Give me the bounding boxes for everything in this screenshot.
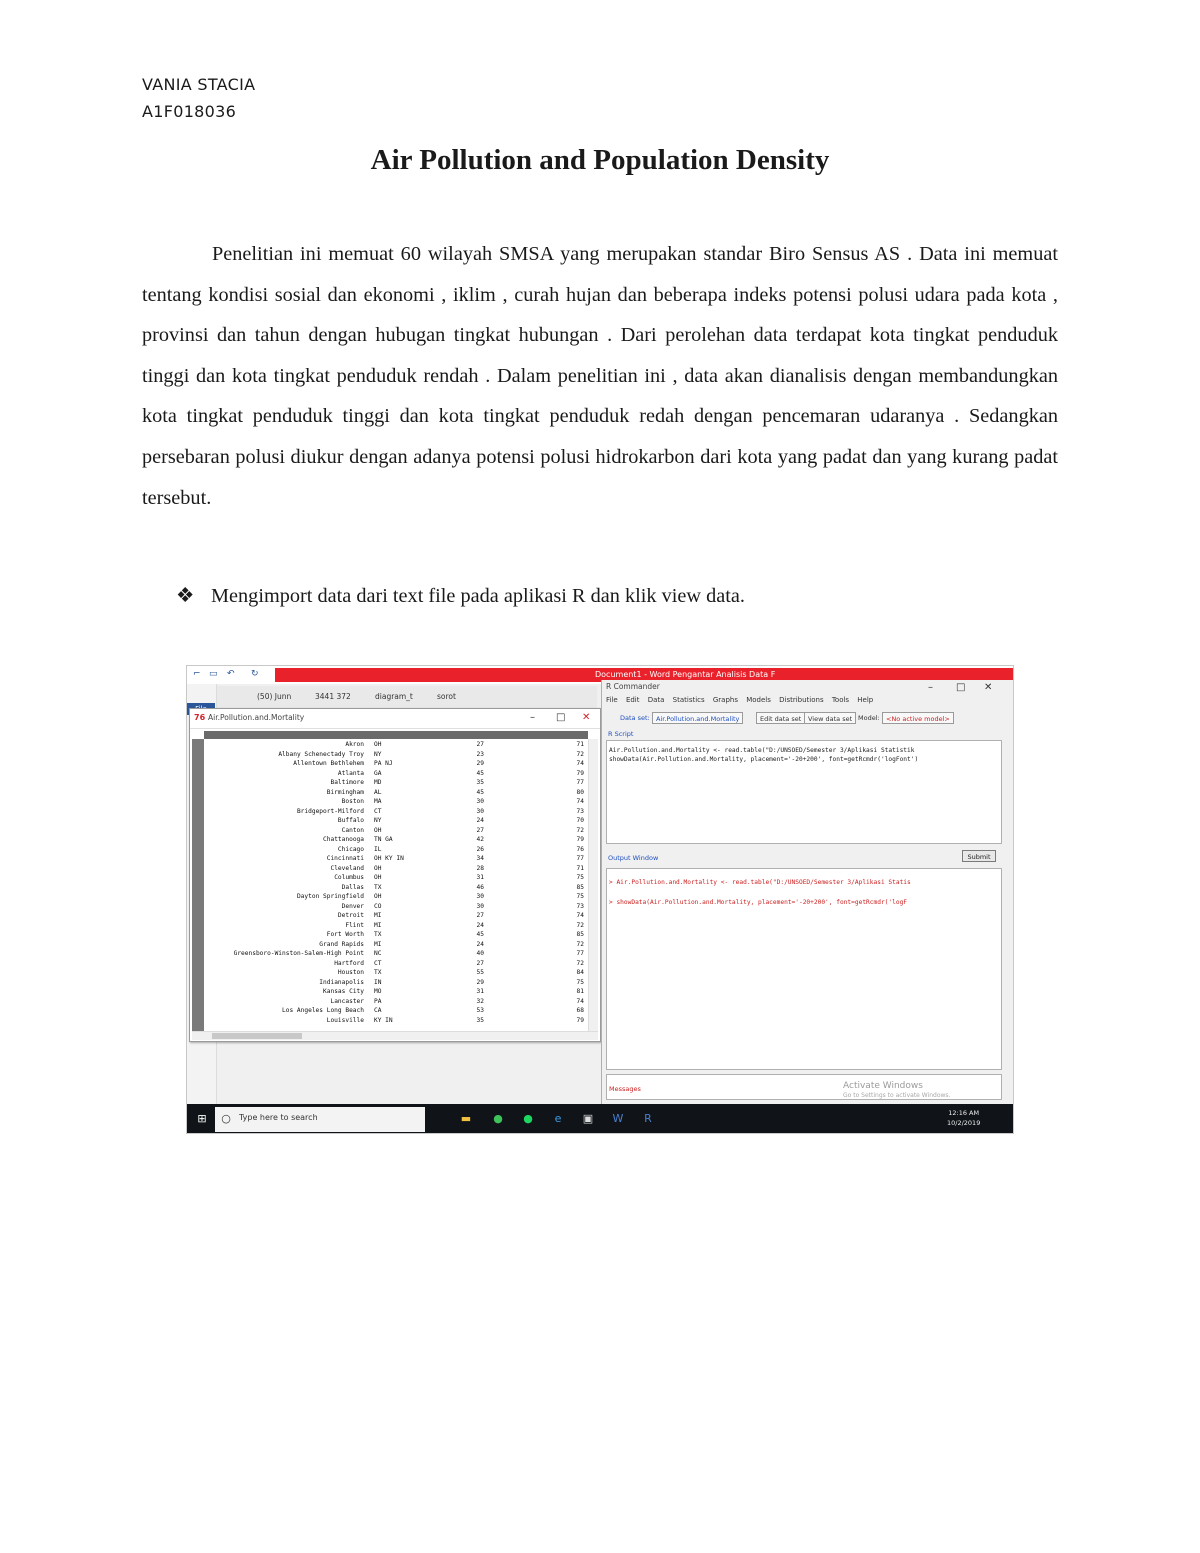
table-row [204, 1007, 588, 1014]
model-button[interactable]: <No active model> [882, 712, 954, 724]
model-label: Model: [858, 714, 880, 722]
r-screenshot [186, 665, 1014, 1134]
rcmdr-title: R Commander [606, 682, 660, 691]
table-cell: IN [374, 978, 382, 986]
table-cell: 30 [476, 902, 484, 910]
word-window-title: Document1 - Word Pengantar Analisis Data F [595, 670, 776, 679]
word-file-icon: ▭ [209, 669, 218, 679]
table-cell: 35 [476, 1016, 484, 1024]
table-cell: 72 [576, 750, 584, 758]
student-id: A1F018036 [142, 102, 237, 121]
browser-tab[interactable]: 3441 372 [315, 692, 351, 701]
table-cell: 23 [476, 750, 484, 758]
table-cell: Boston [341, 798, 364, 805]
table-cell: Kansas City [323, 988, 364, 995]
table-cell: 74 [576, 997, 584, 1005]
table-cell: Cincinnati [326, 855, 364, 862]
maximize-icon[interactable]: □ [556, 712, 566, 723]
table-cell: MO [374, 988, 382, 995]
output-line: > Air.Pollution.and.Mortality <- read.table("D:/UNSOED/Semester 3/Aplikasi Statis [609, 879, 911, 886]
table-cell: OH KY IN [374, 855, 404, 862]
table-cell: 80 [576, 788, 584, 796]
table-row [204, 779, 588, 786]
vertical-scrollbar[interactable] [588, 739, 598, 1031]
table-cell: 27 [476, 912, 484, 919]
maximize-icon[interactable]: □ [956, 682, 966, 693]
table-cell: TX [374, 931, 382, 938]
rcmdr-toolbar [606, 710, 1006, 726]
table-row [204, 855, 588, 862]
script-line: Air.Pollution.and.Mortality <- read.table("D:/UNSOED/Semester 3/Aplikasi Statistik [609, 747, 915, 754]
table-row [204, 741, 588, 748]
table-row [204, 903, 588, 910]
table-cell: 77 [576, 950, 584, 957]
table-cell: 72 [576, 940, 584, 948]
windows-taskbar [187, 1104, 1014, 1134]
table-cell: 74 [576, 760, 584, 767]
minimize-icon[interactable]: – [928, 682, 933, 693]
table-cell: OH [374, 741, 382, 748]
grid-header [204, 731, 588, 739]
close-icon[interactable]: ✕ [984, 682, 993, 693]
table-cell: 77 [576, 855, 584, 862]
browser-tab[interactable]: sorot [437, 692, 456, 701]
table-cell: 72 [576, 826, 584, 834]
table-cell: Dayton Springfield [296, 893, 364, 900]
browser-tab[interactable]: (50) Junn [257, 692, 292, 701]
table-cell: Fort Worth [326, 931, 364, 938]
table-row [204, 751, 588, 758]
table-cell: CT [374, 807, 382, 815]
table-cell: 30 [476, 807, 484, 815]
table-cell: 24 [476, 940, 484, 948]
table-row [204, 998, 588, 1005]
table-row [204, 865, 588, 872]
view-dataset-button[interactable]: View data set [804, 712, 856, 724]
table-cell: 79 [576, 769, 584, 777]
table-cell: 55 [476, 969, 484, 976]
table-cell: 81 [576, 988, 584, 995]
table-cell: IL [374, 845, 382, 853]
table-cell: Dallas [341, 883, 364, 891]
scroll-thumb[interactable] [212, 1033, 302, 1039]
table-cell: Grand Rapids [319, 940, 364, 948]
table-cell: TX [374, 883, 382, 891]
clock-time: 12:16 AM [948, 1109, 980, 1117]
spotify-icon[interactable]: ● [523, 1112, 533, 1125]
table-cell: 27 [476, 826, 484, 834]
grid-row-numbers [192, 739, 204, 1031]
table-row [204, 912, 588, 919]
table-cell: Birmingham [326, 788, 364, 796]
table-row [204, 846, 588, 853]
table-cell: 77 [576, 779, 584, 786]
table-cell: 85 [576, 883, 584, 891]
table-row [204, 931, 588, 938]
start-icon[interactable]: ⊞ [197, 1112, 207, 1125]
table-cell: Atlanta [337, 769, 364, 777]
table-cell: 45 [476, 769, 484, 777]
table-cell: 85 [576, 931, 584, 938]
table-cell: NY [374, 750, 382, 758]
table-cell: NY [374, 817, 382, 824]
taskbar-search[interactable] [215, 1107, 425, 1132]
table-row [204, 817, 588, 824]
taskbar-clock[interactable] [947, 1108, 980, 1128]
table-cell: Columbus [334, 874, 364, 881]
table-cell: Albany Schenectady Troy [278, 750, 364, 758]
table-cell: CA [374, 1007, 382, 1014]
activate-watermark-sub: Go to Settings to activate Windows. [843, 1092, 951, 1099]
table-cell: 71 [576, 741, 584, 748]
table-cell: Allentown Bethlehem [293, 760, 364, 767]
table-cell: 68 [576, 1007, 584, 1014]
table-cell: 27 [476, 741, 484, 748]
table-cell: MI [374, 921, 382, 929]
browser-tab[interactable]: diagram_t [375, 692, 413, 701]
table-cell: 31 [476, 874, 484, 881]
close-icon[interactable]: ✕ [582, 712, 591, 723]
table-cell: TX [374, 969, 382, 976]
table-cell: Denver [341, 902, 364, 910]
viewer-title-bar [190, 709, 600, 729]
table-row [204, 798, 588, 805]
table-cell: 45 [476, 788, 484, 796]
table-cell: Houston [337, 969, 364, 976]
dataset-button[interactable]: Air.Pollution.and.Mortality [652, 712, 743, 724]
table-cell: 29 [476, 978, 484, 986]
table-cell: NC [374, 950, 382, 957]
table-cell: Hartford [334, 959, 364, 967]
table-cell: 40 [476, 950, 484, 957]
table-cell: MI [374, 940, 382, 948]
browser-tab-strip [217, 686, 597, 708]
table-row [204, 941, 588, 948]
messages-window [606, 1074, 1002, 1100]
table-cell: Baltimore [330, 779, 364, 786]
submit-button[interactable]: Submit [962, 850, 996, 862]
table-cell: Detroit [337, 912, 364, 919]
output-label: Output Window [608, 854, 659, 862]
table-cell: 74 [576, 798, 584, 805]
table-row [204, 770, 588, 777]
output-window [606, 868, 1002, 1070]
table-cell: Louisville [326, 1016, 364, 1024]
search-placeholder: Type here to search [239, 1113, 318, 1122]
table-cell: Lancaster [330, 997, 364, 1005]
table-row [204, 950, 588, 957]
table-cell: OH [374, 826, 382, 834]
table-cell: Indianapolis [319, 978, 364, 986]
store-icon[interactable]: ▣ [582, 1112, 594, 1125]
data-grid [204, 739, 588, 1031]
word-undo-icon: ↶ [227, 669, 235, 679]
table-cell: Bridgeport-Milford [296, 807, 364, 815]
table-cell: CT [374, 959, 382, 967]
table-cell: 70 [576, 817, 584, 824]
table-cell: Cleveland [330, 864, 364, 872]
table-cell: 24 [476, 921, 484, 929]
table-row [204, 874, 588, 881]
author-name: VANIA STACIA [142, 75, 256, 94]
table-cell: 28 [476, 864, 484, 872]
table-cell: CO [374, 902, 382, 910]
file-explorer-icon[interactable]: ▬ [460, 1112, 472, 1125]
table-cell: 27 [476, 959, 484, 967]
table-row [204, 1017, 588, 1024]
r-icon[interactable]: R [644, 1112, 652, 1125]
word-redo-icon: ↻ [251, 669, 259, 679]
table-cell: Chattanooga [323, 836, 364, 843]
table-cell: OH [374, 864, 382, 872]
table-cell: 72 [576, 959, 584, 967]
viewer-title: Air.Pollution.and.Mortality [208, 713, 305, 722]
word-icon[interactable]: W [612, 1112, 624, 1125]
table-row [204, 760, 588, 767]
table-cell: AL [374, 788, 382, 796]
word-save-icon: ⌐ [193, 669, 201, 679]
table-cell: 46 [476, 883, 484, 891]
table-cell: Akron [345, 741, 364, 748]
line-icon[interactable]: ● [493, 1112, 503, 1125]
r-commander-window [601, 680, 1014, 1104]
activate-watermark: Activate Windows [843, 1081, 923, 1091]
output-line: > showData(Air.Pollution.and.Mortality, placement='-20+200', font=getRcmdr('logF [609, 899, 908, 906]
table-cell: 26 [476, 845, 484, 853]
table-cell: 76 [576, 845, 584, 853]
table-cell: 30 [476, 798, 484, 805]
table-cell: OH [374, 874, 382, 881]
bullet-text: Mengimport data dari text file pada aplikasi R dan klik view data. [211, 585, 745, 607]
table-cell: 45 [476, 931, 484, 938]
table-cell: Canton [341, 826, 364, 834]
table-row [204, 789, 588, 796]
table-cell: 29 [476, 760, 484, 767]
data-viewer-window [189, 708, 601, 1042]
table-cell: 75 [576, 978, 584, 986]
table-row [204, 969, 588, 976]
script-label: R Script [608, 730, 634, 738]
edit-dataset-button[interactable]: Edit data set [756, 712, 805, 724]
table-row [204, 808, 588, 815]
table-cell: 72 [576, 921, 584, 929]
table-row [204, 922, 588, 929]
table-cell: 74 [576, 912, 584, 919]
table-cell: 42 [476, 836, 484, 843]
table-cell: PA [374, 997, 382, 1005]
table-row [204, 827, 588, 834]
table-cell: 35 [476, 779, 484, 786]
table-cell: Greensboro-Winston-Salem-High Point [233, 950, 364, 957]
table-cell: 79 [576, 1016, 584, 1024]
table-cell: OH [374, 893, 382, 900]
table-cell: 34 [476, 855, 484, 862]
document-title: Air Pollution and Population Density [370, 144, 830, 176]
table-cell: 24 [476, 817, 484, 824]
table-cell: MA [374, 798, 382, 805]
table-row [204, 884, 588, 891]
table-cell: 79 [576, 836, 584, 843]
table-row [204, 979, 588, 986]
table-cell: 75 [576, 874, 584, 881]
table-cell: 73 [576, 902, 584, 910]
table-row [204, 960, 588, 967]
minimize-icon[interactable]: – [530, 712, 535, 723]
table-cell: KY IN [374, 1016, 393, 1024]
r-logo-icon: 76 [194, 713, 206, 722]
table-cell: PA NJ [374, 760, 393, 767]
clock-date: 10/2/2019 [947, 1119, 981, 1127]
body-paragraph: Penelitian ini memuat 60 wilayah SMSA yang merupakan standar Biro Sensus AS . Data ini memuat tentang kondisi sosial dan ekonomi , iklim , curah hujan dan beberapa indeks potensi polusi udara pada kota , provinsi dan tahun dengan hubugan tingkat hubungan . Dari perolehan data terdapat kota tingkat penduduk tinggi dan kota tingkat penduduk rendah . Dalam penelitian ini , data akan dianalisis dengan membandungkan kota tingkat penduduk tinggi dan kota tingkat penduduk redah dengan pencemaran udaranya . Sedangkan persebaran polusi diukur dengan adanya potensi polusi hidrokarbon dari kota yang padat dan yang kurang padat tersebut. [142, 243, 1058, 509]
table-cell: 30 [476, 893, 484, 900]
table-cell: 75 [576, 893, 584, 900]
table-cell: 71 [576, 864, 584, 872]
table-cell: MD [374, 779, 382, 786]
rcmdr-menu-bar[interactable]: File Edit Data Statistics Graphs Models Distributions Tools Help [606, 696, 874, 704]
script-line: showData(Air.Pollution.and.Mortality, placement='-20+200', font=getRcmdr('logFont') [609, 756, 919, 763]
table-cell: Los Angeles Long Beach [282, 1007, 364, 1014]
horizontal-scrollbar[interactable] [192, 1031, 598, 1040]
dataset-label: Data set: [620, 714, 650, 722]
edge-icon[interactable]: e [554, 1112, 562, 1125]
table-cell: 32 [476, 997, 484, 1005]
table-cell: Flint [345, 921, 364, 929]
table-cell: 31 [476, 988, 484, 995]
table-cell: TN GA [374, 836, 393, 843]
script-window[interactable] [606, 740, 1002, 844]
search-icon: ○ [221, 1112, 231, 1125]
table-row [204, 893, 588, 900]
table-cell: GA [374, 769, 382, 777]
table-cell: MI [374, 912, 382, 919]
table-row [204, 988, 588, 995]
table-cell: Chicago [337, 845, 364, 853]
table-row [204, 836, 588, 843]
table-cell: 53 [476, 1007, 484, 1014]
table-cell: 73 [576, 807, 584, 815]
table-cell: 84 [576, 969, 584, 976]
bullet-icon: ❖ [176, 585, 195, 607]
table-cell: Buffalo [337, 817, 364, 824]
messages-label: Messages [609, 1085, 641, 1093]
